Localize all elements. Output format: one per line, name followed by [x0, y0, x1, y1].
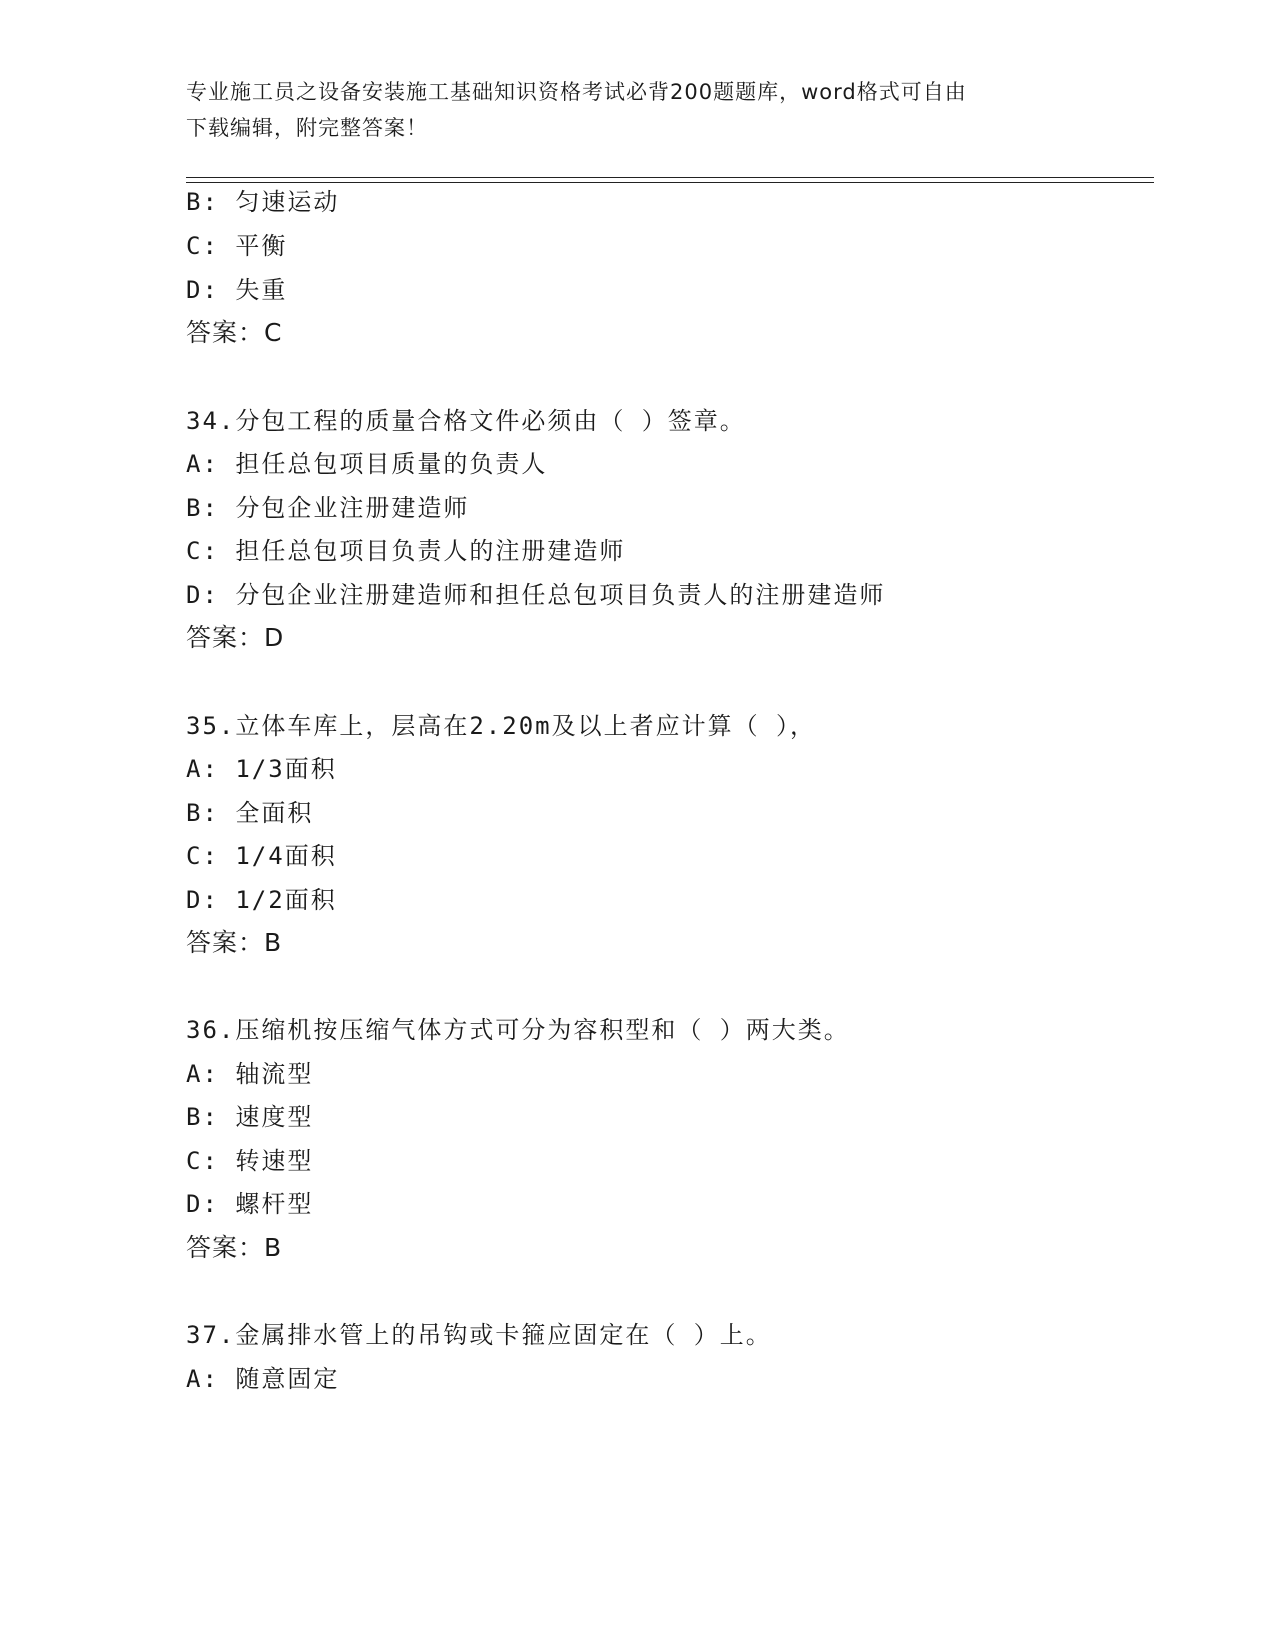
header-divider-top: [186, 177, 1154, 178]
q35-stem: 35.立体车库上，层高在2.20m及以上者应计算（ ），: [186, 712, 817, 740]
q36-option-a: A: 轴流型: [186, 1060, 314, 1088]
q36-stem: 36.压缩机按压缩气体方式可分为容积型和（ ）两大类。: [186, 1016, 850, 1044]
q36-answer: 答案：B: [186, 1233, 283, 1262]
q34-option-d: D: 分包企业注册建造师和担任总包项目负责人的注册建造师: [186, 581, 886, 609]
q37-stem: 37.金属排水管上的吊钩或卡箍应固定在（ ）上。: [186, 1321, 772, 1349]
q37-option-a: A: 随意固定: [186, 1365, 340, 1393]
q35-option-c: C: 1/4面积: [186, 842, 337, 870]
q35-answer: 答案：B: [186, 928, 283, 957]
q36-option-b: B: 速度型: [186, 1103, 314, 1131]
document-header: [186, 74, 1066, 146]
q33-option-b: B: 匀速运动: [186, 188, 340, 216]
q33-answer: 答案：C: [186, 318, 283, 347]
q34-option-b: B: 分包企业注册建造师: [186, 494, 470, 522]
q36-option-d: D: 螺杆型: [186, 1190, 314, 1218]
q34-answer: 答案：D: [186, 623, 285, 652]
q35-option-a: A: 1/3面积: [186, 755, 337, 783]
q34-stem: 34.分包工程的质量合格文件必须由（ ）签章。: [186, 407, 746, 435]
q33-option-d: D: 失重: [186, 276, 288, 304]
header-line-2: 下载编辑，附完整答案！: [186, 116, 428, 140]
q33-option-c: C: 平衡: [186, 232, 288, 260]
q34-option-a: A: 担任总包项目质量的负责人: [186, 450, 548, 478]
q36-option-c: C: 转速型: [186, 1147, 314, 1175]
q35-option-b: B: 全面积: [186, 799, 314, 827]
header-line-1: 专业施工员之设备安装施工基础知识资格考试必背200题题库，word格式可自由: [186, 80, 967, 104]
q34-option-c: C: 担任总包项目负责人的注册建造师: [186, 537, 626, 565]
q35-option-d: D: 1/2面积: [186, 886, 337, 914]
header-divider-bottom: [186, 182, 1154, 183]
